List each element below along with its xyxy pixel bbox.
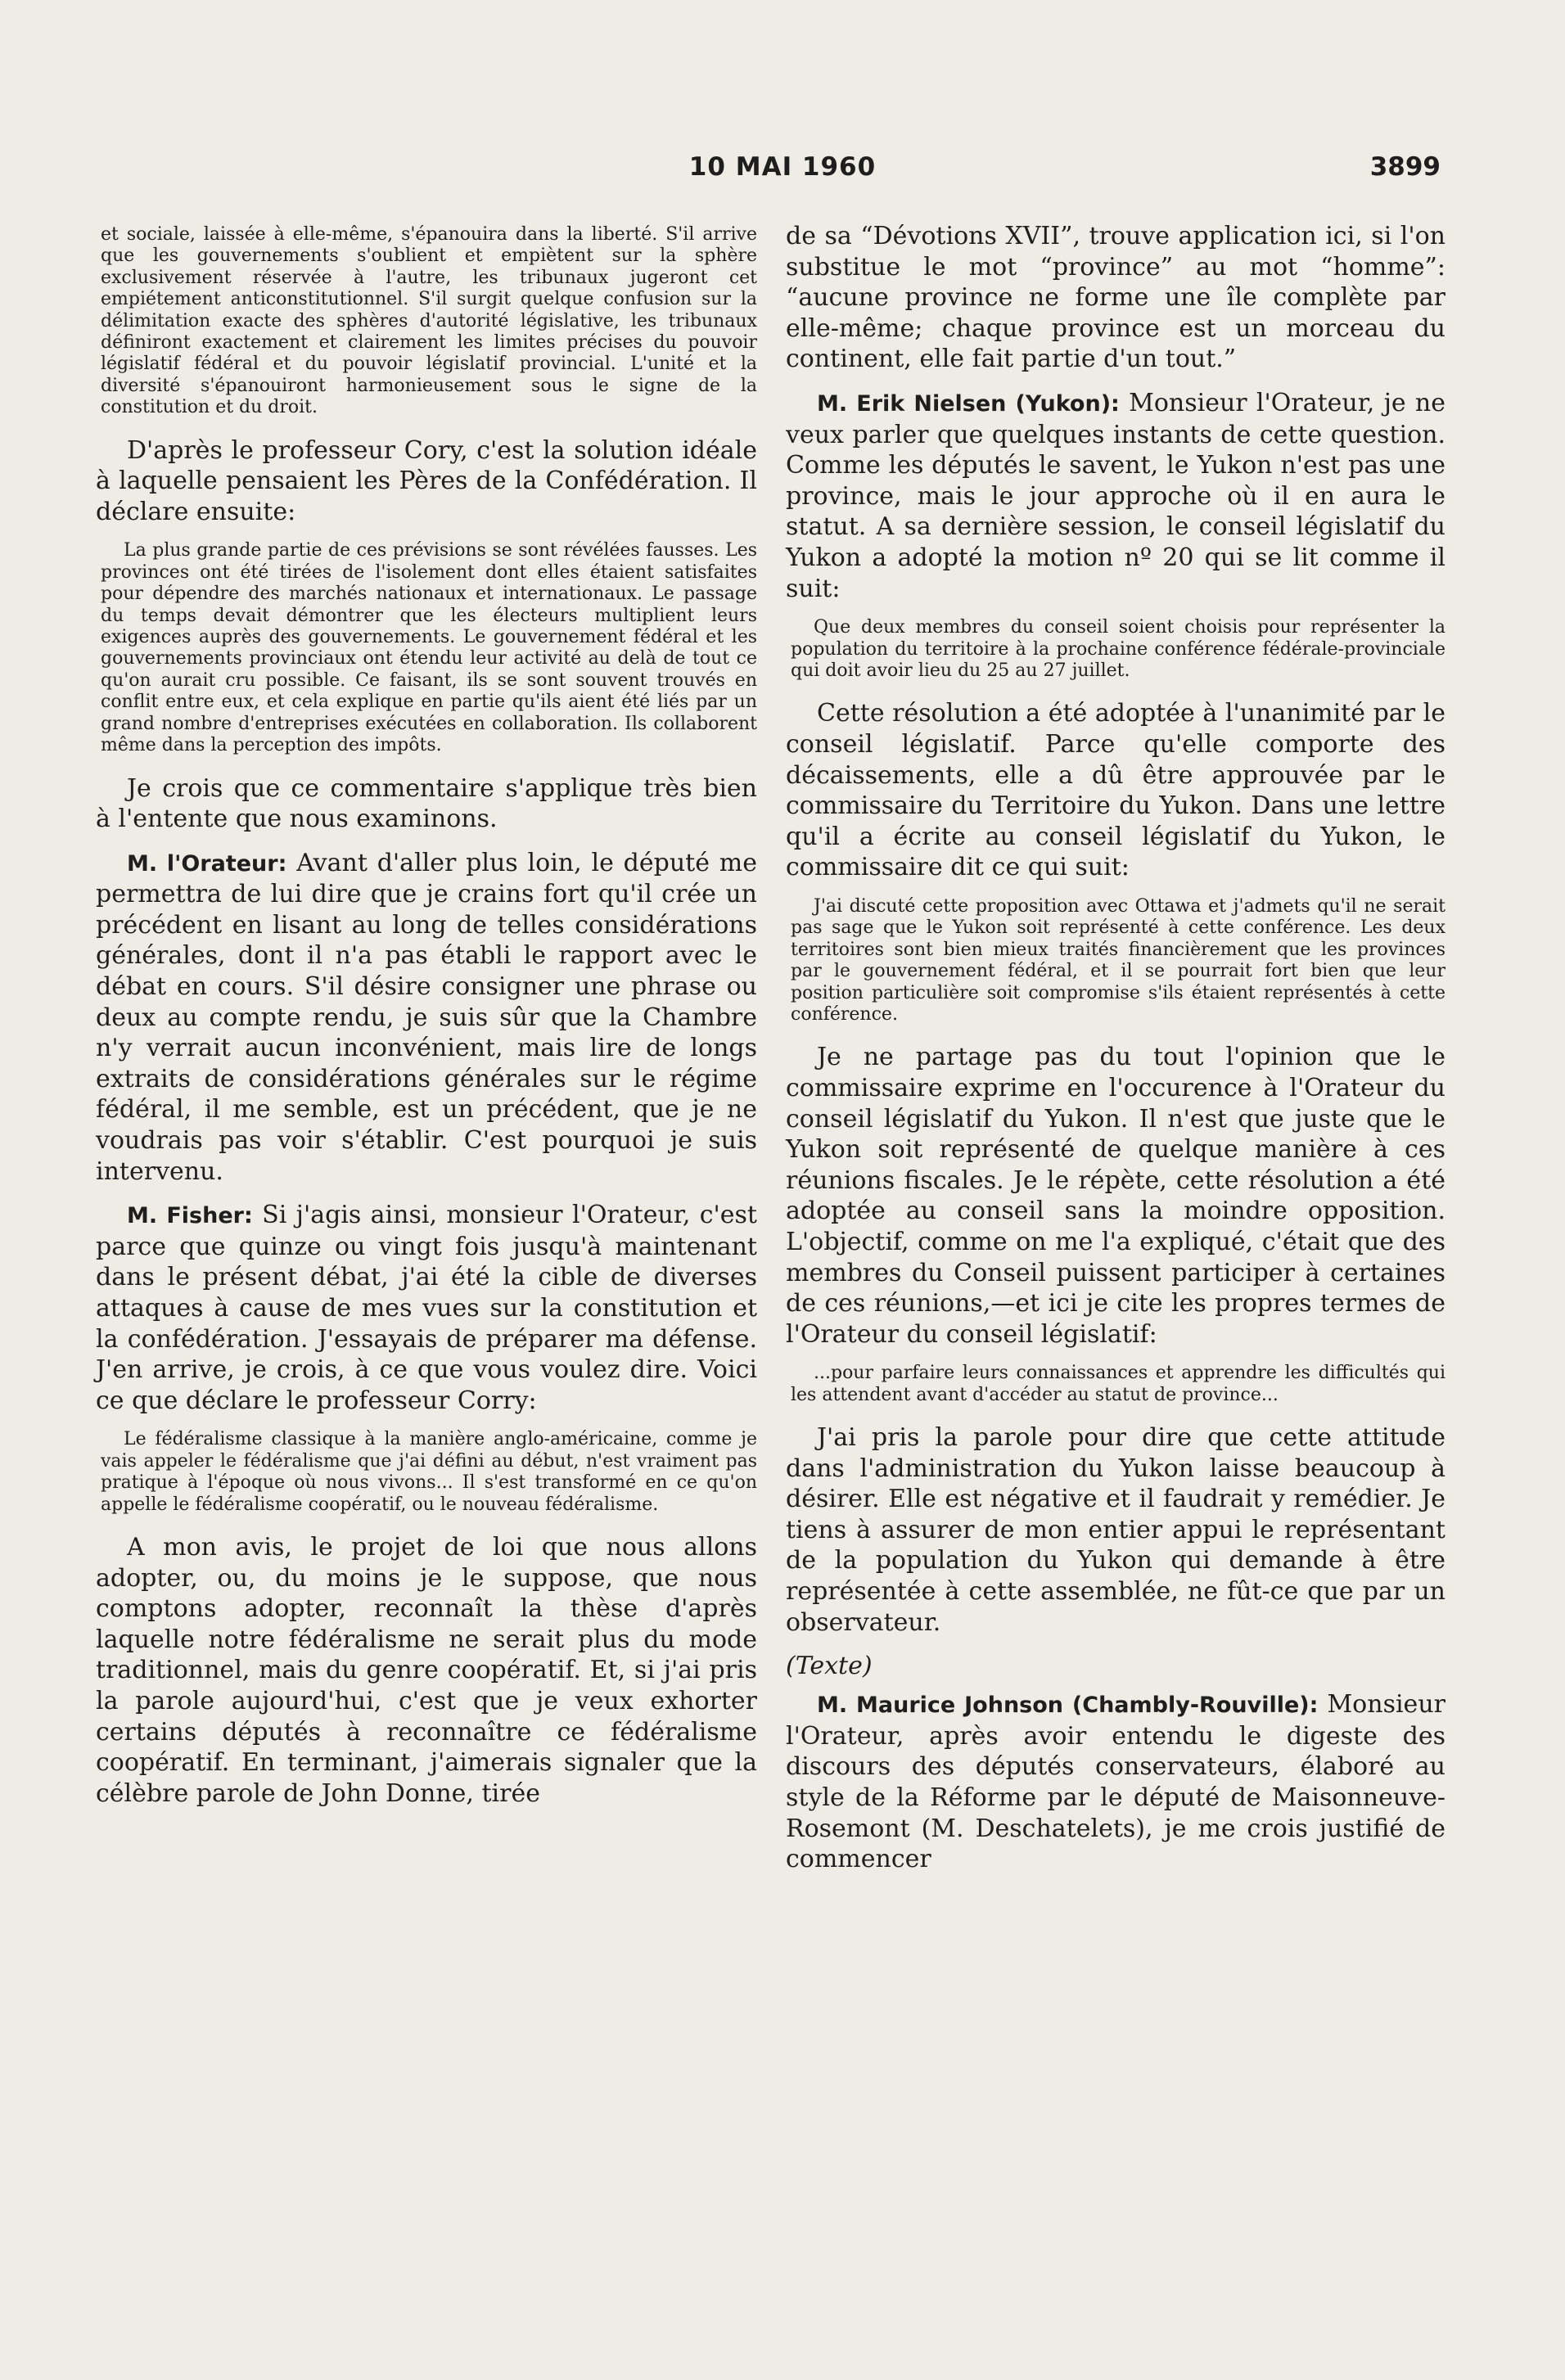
left-column	[96, 221, 757, 1822]
speech-text: Avant d'aller plus loin, le député me permettra de lui dire que je crains fort qu'il crée un précédent en lisant au long de telles considérations générales, dont il n'a pas établi le rapport avec le débat en cours. S'il désire consigner une phrase ou deux au compte rendu, je suis sûr que la Chambre n'y verrait aucun inconvénient, mais lire de longs extraits de considérations générales sur le régime fédéral, il me semble, est un précédent, que je ne voudrais pas voir s'établir. C'est pourquoi je suis intervenu.	[96, 848, 757, 1186]
speaker-name: M. Fisher:	[127, 1203, 253, 1229]
paragraph-cory: D'après le professeur Cory, c'est la solution idéale à laquelle pensaient les Pères de la Confédération. Il déclare ensuite:	[96, 435, 757, 526]
quote-parfaire: ...pour parfaire leurs connaissances et apprendre les difficultés qui les attendent avant d'accéder au statut de province...	[791, 1363, 1445, 1405]
quote-commissaire: J'ai discuté cette proposition avec Ottawa et j'admets qu'il ne serait pas sage que le Yukon soit représenté à cette conférence. Les deux territoires sont bien mieux traités financièrement que les provinces par le gouvernement fédéral, et il se pourrait fort bien que leur position particulière soit compromise s'ils étaient représentés à cette conférence.	[791, 895, 1445, 1025]
speech-orateur	[96, 848, 757, 1188]
quote-corry: Le fédéralisme classique à la manière anglo-américaine, comme je vais appeler le fédéralisme que j'ai défini au début, n'est vraiment pas pratique à l'époque où nous vivons... Il s'est transformé en ce qu'on appelle le fédéralisme coopératif, ou le nouveau fédéralisme.	[101, 1429, 757, 1515]
speech-nielsen	[786, 388, 1445, 604]
speech-text: Monsieur l'Orateur, après avoir entendu le digeste des discours des députés conservateurs, élaboré au style de la Réforme par le député de Maisonneuve-Rosemont (M. Deschatelets), je me crois justifié de commencer	[786, 1690, 1445, 1874]
paragraph-avis: A mon avis, le projet de loi que nous allons adopter, ou, du moins je le suppose, que nous comptons adopter, reconnaît la thèse d'après laquelle notre fédéralisme ne serait plus du mode traditionnel, mais du genre coopératif. Et, si j'ai pris la parole aujourd'hui, c'est que je veux exhorter certains députés à reconnaître ce fédéralisme coopératif. En terminant, j'aimerais signaler que la célèbre parole de John Donne, tirée	[96, 1533, 757, 1808]
header-date: 10 MAI 1960	[688, 152, 877, 182]
page-number: 3899	[1369, 152, 1441, 182]
quote-continued: et sociale, laissée à elle-même, s'épanouira dans la liberté. S'il arrive que les gouvernements s'oublient et empiètent sur la sphère exclusivement réservée à l'autre, les tribunaux jugeront cet empiétement anticonstitutionnel. S'il surgit quelque confusion sur la délimitation exacte des sphères d'autorité législative, les tribunaux définiront exactement et clairement les limites précises du pouvoir législatif fédéral et du pouvoir législatif provincial. L'unité et la diversité s'épanouiront harmonieusement sous le signe de la constitution et du droit.	[101, 224, 757, 418]
speaker-name: M. Maurice Johnson (Chambly-Rouville):	[817, 1693, 1319, 1719]
right-column	[786, 221, 1445, 1888]
speaker-name: M. Erik Nielsen (Yukon):	[817, 390, 1120, 417]
paragraph-donne: de sa “Dévotions XVII”, trouve application ici, si l'on substitue le mot “province” au mot “homme”: “aucune province ne forme une île complète par elle-même; chaque province est un morceau du continent, elle fait partie d'un tout.”	[786, 222, 1445, 374]
paragraph-attitude: J'ai pris la parole pour dire que cette attitude dans l'administration du Yukon laisse beaucoup à désirer. Elle est négative et il faudrait y remédier. Je tiens à assurer de mon entier appui le représentant de la population du Yukon qui demande à être représentée à cette assemblée, ne fût-ce que par un observateur.	[786, 1423, 1445, 1637]
paragraph-entente: Je crois que ce commentaire s'applique très bien à l'entente que nous examinons.	[96, 773, 757, 834]
paragraph-resolution: Cette résolution a été adoptée à l'unanimité par le conseil législatif. Parce qu'elle comporte des décaissements, elle a dû être approuvée par le commissaire du Territoire du Yukon. Dans une lettre qu'il a écrite au conseil législatif du Yukon, le commissaire dit ce qui suit:	[786, 699, 1445, 882]
speech-text: Monsieur l'Orateur, je ne veux parler que quelques instants de cette question. Comme les députés le savent, le Yukon n'est pas une province, mais le jour approche où il en aura le statut. A sa dernière session, le conseil législatif du Yukon a adopté la motion nº 20 qui se lit comme il suit:	[786, 388, 1445, 603]
speech-text: Si j'agis ainsi, monsieur l'Orateur, c'est parce que quinze ou vingt fois jusqu'à maintenant dans le présent débat, j'ai été la cible de diverses attaques à cause de mes vues sur la constitution et la confédération. J'essayais de préparer ma défense. J'en arrive, je crois, à ce que vous voulez dire. Voici ce que déclare le professeur Corry:	[96, 1201, 757, 1415]
speaker-name: M. l'Orateur:	[127, 850, 287, 877]
paragraph-partage: Je ne partage pas du tout l'opinion que le commissaire exprime en l'occurence à l'Orateur du conseil législatif du Yukon. Il n'est que juste que le Yukon soit représenté de quelque manière à ces réunions fiscales. Je le répète, cette résolution a été adoptée au conseil sans la moindre opposition. L'objectif, comme on me l'a expliqué, c'était que des membres du Conseil puissent participer à certaines de ces réunions,—et ici je cite les propres termes de l'Orateur du conseil législatif:	[786, 1043, 1445, 1349]
speech-fisher	[96, 1200, 757, 1416]
speech-johnson	[786, 1689, 1445, 1875]
quote-cory: La plus grande partie de ces prévisions se sont révélées fausses. Les provinces ont été tirées de l'isolement dont elles étaient satisfaites pour dépendre des marchés nationaux et internationaux. Le passage du temps devait démontrer que les électeurs multiplient leurs exigences auprès des gouvernements. Le gouvernement fédéral et les gouvernements provinciaux ont étendu leur activité au delà de tout ce qu'on aurait cru possible. Ce faisant, ils se sont souvent trouvés en conflit entre eux, et cela explique en partie qu'ils aient été liés par un grand nombre d'entreprises exécutées en collaboration. Ils collaborent même dans la perception des impôts.	[101, 540, 757, 756]
texte-label: (Texte)	[786, 1652, 873, 1681]
page-header	[0, 152, 1565, 193]
quote-motion: Que deux membres du conseil soient choisis pour représenter la population du territoire à la prochaine conférence fédérale-provinciale qui doit avoir lieu du 25 au 27 juillet.	[791, 617, 1445, 681]
